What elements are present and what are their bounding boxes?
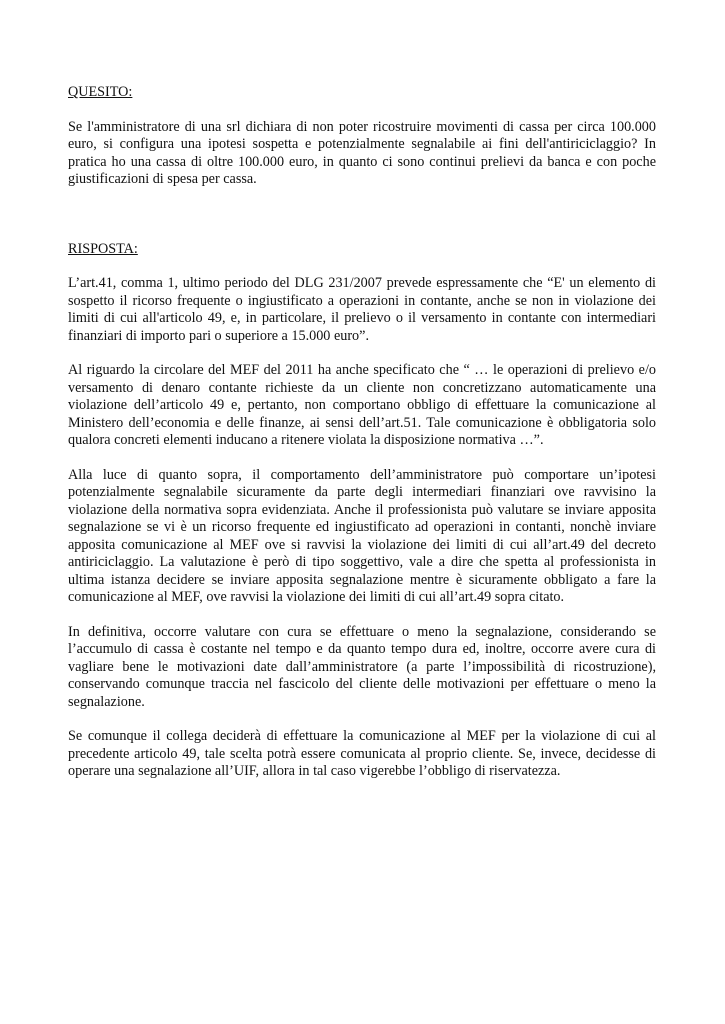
spacer [68, 450, 656, 467]
document-page [68, 84, 656, 781]
spacer [68, 102, 656, 119]
spacer [68, 258, 656, 275]
spacer [68, 711, 656, 728]
spacer [68, 189, 656, 241]
answer-paragraph-4: In definitiva, occorre valutare con cura se effettuare o meno la segnalazione, considerando se l’accumulo di cassa è costante nel tempo e da quanto tempo dura ed, inoltre, occorre avere cura di vagliare bene le motivazioni date dall’amministratore (a parte l’impossibilità di ricostruzione), conservando comunque traccia nel fascicolo del cliente delle motivazioni per effettuare o meno la segnalazione. [68, 623, 656, 710]
question-heading: QUESITO: [68, 84, 133, 100]
spacer [68, 345, 656, 362]
spacer [68, 607, 656, 624]
answer-heading: RISPOSTA: [68, 240, 138, 257]
question-text: Se l'amministratore di una srl dichiara di non poter ricostruire movimenti di cassa per circa 100.000 euro, si configura una ipotesi sospetta e potenzialmente segnalabile ai fini dell'antiriciclaggio? In pratica ho una cassa di oltre 100.000 euro, in quanto ci sono continui prelievi da banca e con poche giustificazioni di spesa per cassa. [68, 118, 656, 187]
answer-paragraph-5: Se comunque il collega deciderà di effettuare la comunicazione al MEF per la violazione di cui al precedente articolo 49, tale scelta potrà essere comunicata al proprio cliente. Se, invece, decidesse di operare una segnalazione all’UIF, allora in tal caso vigerebbe l’obbligo di riservatezza. [68, 728, 656, 779]
answer-paragraph-3: Alla luce di quanto sopra, il comportamento dell’amministratore può comportare un’ipotesi potenzialmente segnalabile sicuramente da parte degli intermediari finanziari ove ravvisino la violazione della normativa sopra evidenziata. Anche il professionista può valutare se inviare apposita segnalazione se vi è un ricorso frequente ed ingiustificato ad operazioni in contanti, nonchè inviare apposita comunicazione al MEF ove si ravvisi la violazione dei limiti di cui all’art.49 del decreto antiriciclaggio. La valutazione è però di tipo soggettivo, vale a dire che spetta al professionista in ultima istanza decidere se inviare apposita segnalazione mentre è sicuramente obbligato a fare la comunicazione al MEF, ove ravvisi la violazione dei limiti di cui all’art.49 sopra citato. [68, 466, 656, 605]
answer-paragraph-1: L’art.41, comma 1, ultimo periodo del DLG 231/2007 prevede espressamente che “E' un elemento di sospetto il ricorso frequente o ingiustificato a operazioni in contante, anche se non in violazione dei limiti di cui all'articolo 49, e, in particolare, il prelievo o il versamento in contante con intermediari finanziari di importo pari o superiore a 15.000 euro”. [68, 275, 656, 344]
answer-paragraph-2: Al riguardo la circolare del MEF del 2011 ha anche specificato che “ … le operazioni di prelievo e/o versamento di denaro contante richieste da un cliente non concretizzano automaticamente una violazione dell’articolo 49 e, pertanto, non comportano obbligo di effettuare la comunicazione al Ministero dell’economia e delle finanze, ai sensi dell’art.51. Tale comunicazione è obbligatoria solo qualora concreti elementi inducano a ritenere violata la disposizione normativa …”. [68, 362, 656, 448]
